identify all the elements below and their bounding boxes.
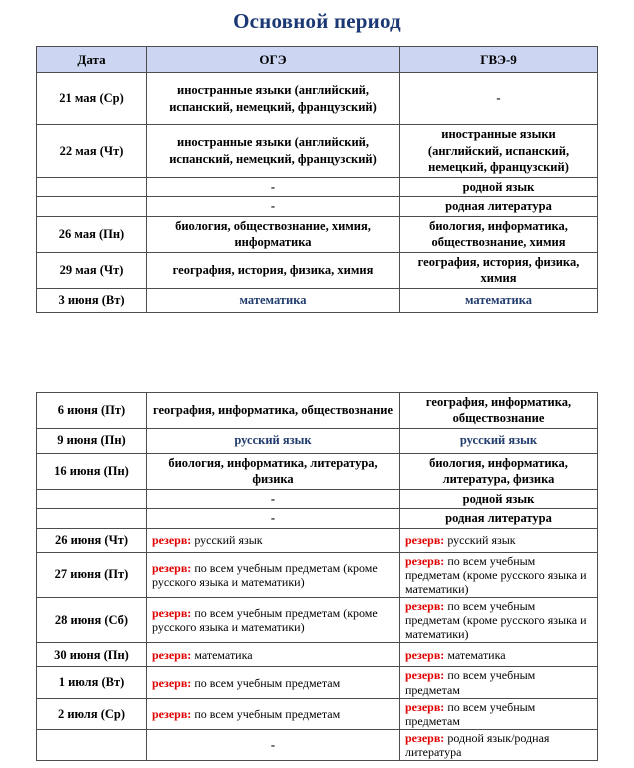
reserve-label: резерв:: [152, 532, 192, 547]
cell-gve: биология, информатика, обществознание, химия: [400, 216, 598, 252]
cell-gve: [400, 643, 598, 667]
reserve-text: математика: [447, 647, 506, 662]
cell-date: [37, 489, 147, 509]
table-row: [37, 597, 598, 642]
cell-date: 16 июня (Пн): [37, 453, 147, 489]
cell-date: [37, 177, 147, 197]
table-row: [37, 730, 598, 761]
table-row: [37, 197, 598, 217]
table-row: [37, 643, 598, 667]
page-title: Основной период: [233, 9, 401, 33]
table-row: [37, 698, 598, 729]
cell-oge: математика: [147, 288, 400, 312]
cell-gve: [400, 667, 598, 698]
reserve-text: по всем учебным предметам: [405, 668, 536, 697]
cell-date: 1 июля (Вт): [37, 667, 147, 698]
reserve-text: русский язык: [194, 532, 263, 547]
cell-oge: биология, информатика, литература, физика: [147, 453, 400, 489]
cell-gve: -: [400, 73, 598, 125]
table-row: [37, 552, 598, 597]
reserve-text: родной язык/родная литература: [405, 731, 550, 760]
cell-date: 30 июня (Пн): [37, 643, 147, 667]
table-row: [37, 528, 598, 552]
cell-oge: [147, 552, 400, 597]
cell-oge: география, история, физика, химия: [147, 252, 400, 288]
reserve-text: по всем учебным предметам: [405, 699, 536, 728]
header-date: Дата: [37, 47, 147, 73]
cell-date: 21 мая (Ср): [37, 73, 147, 125]
table-row: [37, 392, 598, 428]
reserve-label: резерв:: [152, 560, 192, 575]
reserve-text: по всем учебным предметам: [194, 675, 341, 690]
table-row: [37, 428, 598, 453]
cell-gve: родной язык: [400, 177, 598, 197]
cell-gve: русский язык: [400, 428, 598, 453]
cell-oge: -: [147, 509, 400, 529]
cell-gve: [400, 552, 598, 597]
cell-oge: география, информатика, обществознание: [147, 392, 400, 428]
cell-oge: -: [147, 489, 400, 509]
table-row: [37, 489, 598, 509]
cell-oge: -: [147, 197, 400, 217]
table-row: [37, 252, 598, 288]
cell-oge: иностранные языки (английский, испанский, немецкий, французский): [147, 73, 400, 125]
header-oge: ОГЭ: [147, 47, 400, 73]
cell-date: [37, 509, 147, 529]
cell-oge: [147, 698, 400, 729]
cell-date: [37, 197, 147, 217]
cell-date: 26 июня (Чт): [37, 528, 147, 552]
cell-oge: [147, 643, 400, 667]
cell-gve: [400, 528, 598, 552]
main-period-table-1: [36, 46, 598, 313]
cell-oge: [147, 597, 400, 642]
cell-date: 2 июля (Ср): [37, 698, 147, 729]
cell-oge: -: [147, 730, 400, 761]
reserve-label: резерв:: [405, 668, 445, 683]
main-period-table-2: [36, 392, 598, 762]
reserve-label: резерв:: [405, 532, 445, 547]
cell-gve: биология, информатика, литература, физика: [400, 453, 598, 489]
cell-gve: родная литература: [400, 509, 598, 529]
cell-date: 29 мая (Чт): [37, 252, 147, 288]
reserve-label: резерв:: [152, 647, 192, 662]
cell-gve: математика: [400, 288, 598, 312]
reserve-text: по всем учебным предметам (кроме русского языка и математики): [405, 598, 587, 642]
cell-gve: [400, 597, 598, 642]
cell-date: 3 июня (Вт): [37, 288, 147, 312]
cell-date: 6 июня (Пт): [37, 392, 147, 428]
cell-oge: -: [147, 177, 400, 197]
table-row: [37, 125, 598, 178]
cell-oge: русский язык: [147, 428, 400, 453]
cell-oge: биология, обществознание, химия, информатика: [147, 216, 400, 252]
cell-oge: иностранные языки (английский, испанский, немецкий, французский): [147, 125, 400, 178]
table-row: [37, 216, 598, 252]
reserve-label: резерв:: [152, 675, 192, 690]
table-row: [37, 667, 598, 698]
header-gve: ГВЭ-9: [400, 47, 598, 73]
table-row: [37, 73, 598, 125]
table-row: [37, 288, 598, 312]
reserve-label: резерв:: [405, 647, 445, 662]
cell-oge: [147, 667, 400, 698]
reserve-label: резерв:: [405, 731, 445, 746]
cell-date: 28 июня (Сб): [37, 597, 147, 642]
table-row: [37, 177, 598, 197]
cell-gve: иностранные языки (английский, испанский, немецкий, французский): [400, 125, 598, 178]
reserve-label: резерв:: [405, 598, 445, 613]
cell-gve: география, информатика, обществознание: [400, 392, 598, 428]
cell-gve: [400, 698, 598, 729]
cell-oge: [147, 528, 400, 552]
reserve-label: резерв:: [405, 699, 445, 714]
table-header-row: [37, 47, 598, 73]
reserve-label: резерв:: [152, 706, 192, 721]
reserve-text: по всем учебным предметам: [194, 706, 341, 721]
cell-date: [37, 730, 147, 761]
reserve-label: резерв:: [152, 606, 192, 621]
reserve-label: резерв:: [405, 553, 445, 568]
reserve-text: по всем учебным предметам (кроме русского языка и математики): [152, 606, 378, 635]
cell-date: 9 июня (Пн): [37, 428, 147, 453]
cell-date: 26 мая (Пн): [37, 216, 147, 252]
reserve-text: по всем учебным предметам (кроме русского языка и математики): [152, 560, 378, 589]
cell-date: 27 июня (Пт): [37, 552, 147, 597]
cell-gve: [400, 730, 598, 761]
table-row: [37, 453, 598, 489]
cell-gve: родная литература: [400, 197, 598, 217]
cell-gve: родной язык: [400, 489, 598, 509]
table-row: [37, 509, 598, 529]
reserve-text: русский язык: [447, 532, 516, 547]
reserve-text: по всем учебным предметам (кроме русского языка и математики): [405, 553, 587, 596]
reserve-text: математика: [194, 647, 253, 662]
cell-date: 22 мая (Чт): [37, 125, 147, 178]
cell-gve: география, история, физика, химия: [400, 252, 598, 288]
